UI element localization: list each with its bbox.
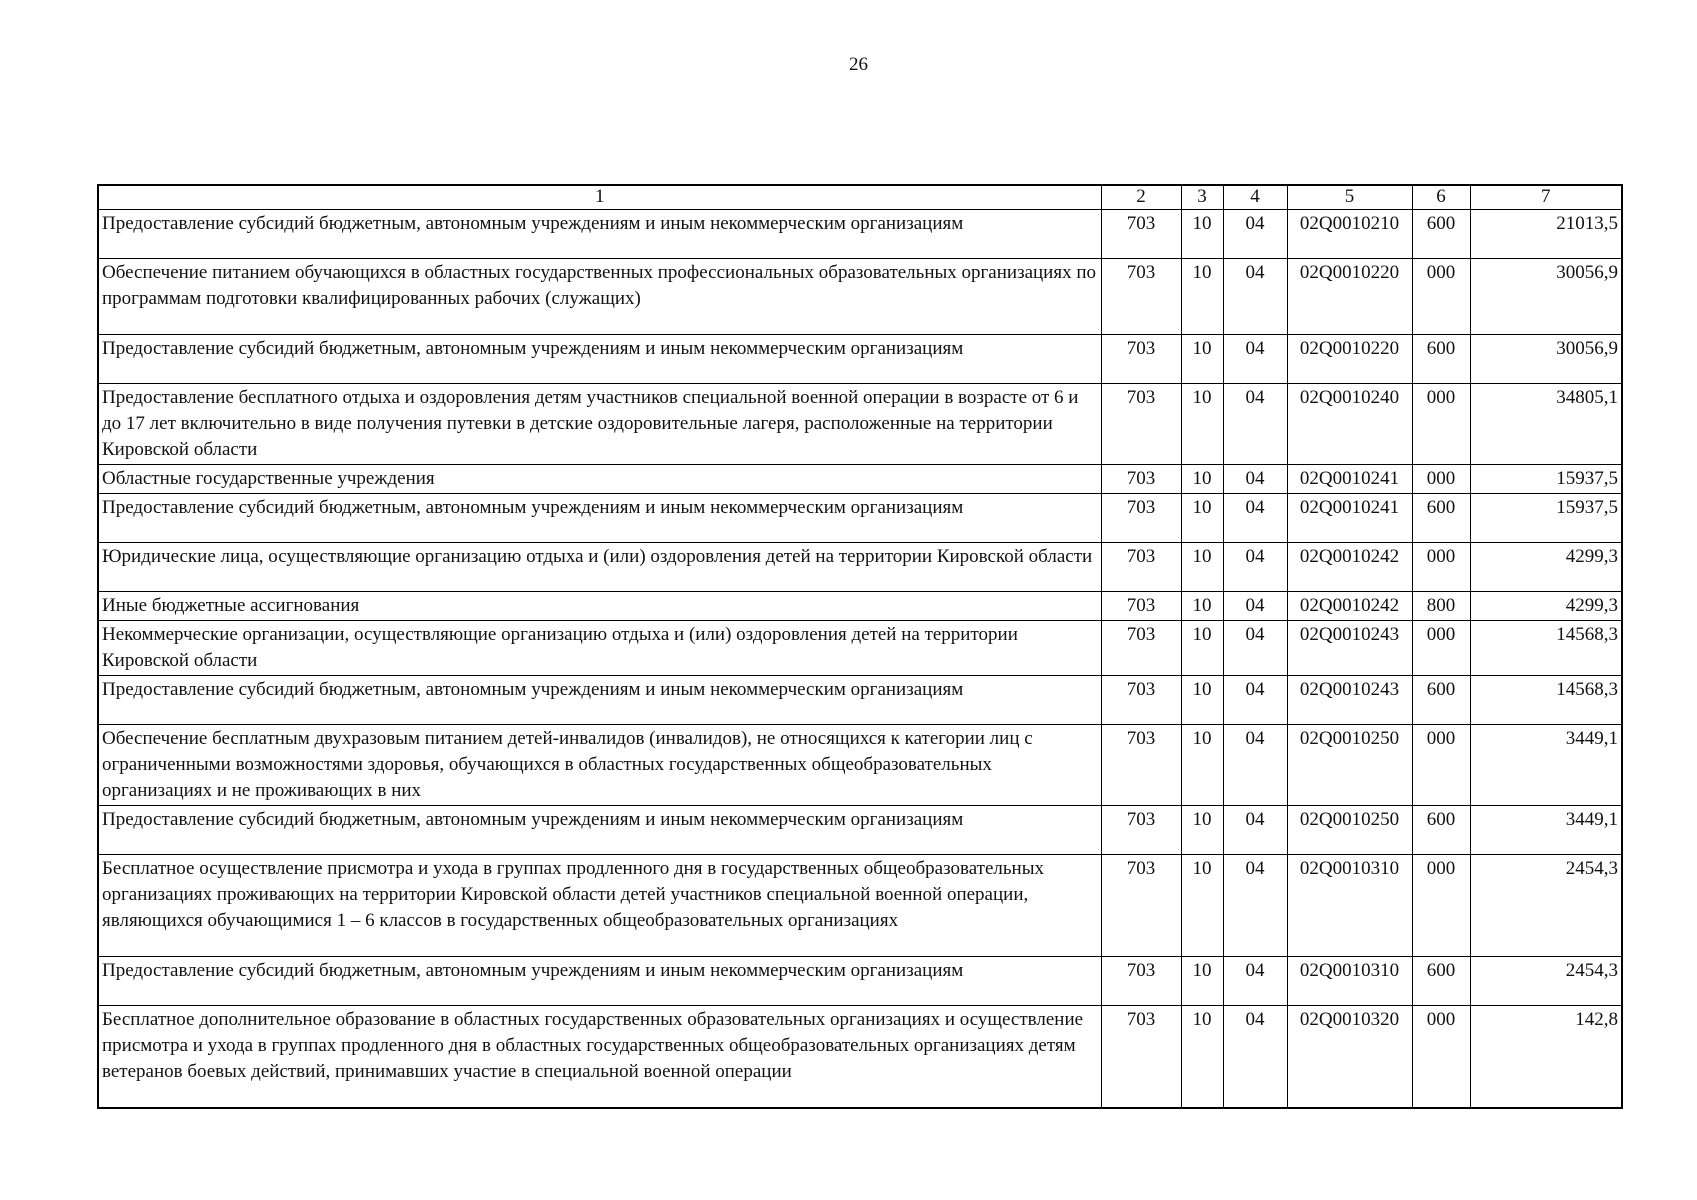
row-code: 10 [1181,210,1223,259]
row-code: 800 [1412,592,1470,621]
row-code: 10 [1181,725,1223,806]
row-amount: 142,8 [1470,1006,1622,1108]
row-amount: 15937,5 [1470,465,1622,494]
row-code: 04 [1223,259,1287,335]
row-code: 000 [1412,1006,1470,1108]
column-header: 7 [1470,185,1622,210]
row-code: 10 [1181,676,1223,725]
column-number-header [98,185,1622,210]
row-description: Обеспечение питанием обучающихся в областных государственных профессиональных образовательных организациях по программам подготовки квалифицированных рабочих (служащих) [98,259,1101,335]
row-code: 000 [1412,725,1470,806]
row-amount: 15937,5 [1470,494,1622,543]
row-amount: 34805,1 [1470,384,1622,465]
row-code: 10 [1181,592,1223,621]
table-row [98,676,1622,725]
table-row [98,725,1622,806]
row-code: 600 [1412,676,1470,725]
row-description: Предоставление бесплатного отдыха и оздоровления детям участников специальной военной операции в возрасте от 6 и до 17 лет включительно в виде получения путевки в детские оздоровительные лагеря, расположенные на территории Кировской области [98,384,1101,465]
table-row [98,210,1622,259]
row-code: 04 [1223,855,1287,957]
row-code: 703 [1101,676,1181,725]
row-code: 04 [1223,806,1287,855]
row-code: 600 [1412,335,1470,384]
row-code: 04 [1223,621,1287,676]
row-description: Иные бюджетные ассигнования [98,592,1101,621]
column-header: 3 [1181,185,1223,210]
row-amount: 30056,9 [1470,335,1622,384]
table-row [98,855,1622,957]
row-code: 02Q0010243 [1287,621,1412,676]
row-code: 02Q0010210 [1287,210,1412,259]
row-code: 10 [1181,259,1223,335]
row-code: 703 [1101,384,1181,465]
row-code: 10 [1181,465,1223,494]
column-header: 6 [1412,185,1470,210]
row-code: 02Q0010320 [1287,1006,1412,1108]
row-code: 04 [1223,494,1287,543]
page-number: 26 [849,54,868,75]
table-row [98,494,1622,543]
row-code: 02Q0010240 [1287,384,1412,465]
row-description: Предоставление субсидий бюджетным, автономным учреждениям и иным некоммерческим организациям [98,210,1101,259]
table-row [98,465,1622,494]
table-row [98,259,1622,335]
table-row [98,384,1622,465]
row-description: Бесплатное осуществление присмотра и ухода в группах продленного дня в государственных общеобразовательных организациях проживающих на территории Кировской области детей участников специальной военной операции, являющихся обучающимися 1 – 6 классов в государственных общеобразовательных организациях [98,855,1101,957]
row-code: 02Q0010220 [1287,259,1412,335]
row-amount: 3449,1 [1470,725,1622,806]
table-row [98,621,1622,676]
row-code: 04 [1223,384,1287,465]
column-header: 5 [1287,185,1412,210]
row-code: 04 [1223,210,1287,259]
row-code: 703 [1101,494,1181,543]
table-row [98,543,1622,592]
row-description: Предоставление субсидий бюджетным, автономным учреждениям и иным некоммерческим организациям [98,676,1101,725]
row-code: 703 [1101,1006,1181,1108]
column-header: 1 [98,185,1101,210]
row-amount: 2454,3 [1470,855,1622,957]
row-code: 02Q0010250 [1287,806,1412,855]
row-code: 600 [1412,210,1470,259]
row-code: 04 [1223,957,1287,1006]
table-row [98,806,1622,855]
row-code: 10 [1181,335,1223,384]
row-description: Предоставление субсидий бюджетным, автономным учреждениям и иным некоммерческим организациям [98,335,1101,384]
row-amount: 14568,3 [1470,676,1622,725]
row-amount: 3449,1 [1470,806,1622,855]
row-code: 10 [1181,1006,1223,1108]
row-code: 04 [1223,592,1287,621]
row-code: 703 [1101,210,1181,259]
row-code: 04 [1223,543,1287,592]
row-code: 02Q0010241 [1287,494,1412,543]
row-code: 600 [1412,494,1470,543]
row-code: 000 [1412,855,1470,957]
row-code: 04 [1223,725,1287,806]
row-code: 10 [1181,621,1223,676]
row-code: 04 [1223,676,1287,725]
row-code: 02Q0010310 [1287,855,1412,957]
row-code: 10 [1181,543,1223,592]
row-description: Областные государственные учреждения [98,465,1101,494]
row-description: Предоставление субсидий бюджетным, автономным учреждениям и иным некоммерческим организациям [98,957,1101,1006]
table-row [98,1006,1622,1108]
row-amount: 2454,3 [1470,957,1622,1006]
row-code: 000 [1412,384,1470,465]
row-amount: 4299,3 [1470,543,1622,592]
row-code: 02Q0010242 [1287,592,1412,621]
row-code: 000 [1412,621,1470,676]
row-code: 000 [1412,465,1470,494]
row-code: 02Q0010243 [1287,676,1412,725]
row-code: 04 [1223,335,1287,384]
row-amount: 14568,3 [1470,621,1622,676]
row-code: 703 [1101,543,1181,592]
row-code: 04 [1223,1006,1287,1108]
row-code: 703 [1101,806,1181,855]
row-amount: 21013,5 [1470,210,1622,259]
row-code: 02Q0010242 [1287,543,1412,592]
row-code: 703 [1101,621,1181,676]
row-code: 10 [1181,855,1223,957]
row-code: 02Q0010250 [1287,725,1412,806]
row-code: 703 [1101,335,1181,384]
row-code: 000 [1412,259,1470,335]
column-header: 2 [1101,185,1181,210]
column-header: 4 [1223,185,1287,210]
table-row [98,335,1622,384]
row-code: 703 [1101,592,1181,621]
row-code: 600 [1412,957,1470,1006]
row-code: 02Q0010310 [1287,957,1412,1006]
budget-table [97,184,1623,1109]
row-code: 000 [1412,543,1470,592]
row-description: Юридические лица, осуществляющие организацию отдыха и (или) оздоровления детей на территории Кировской области [98,543,1101,592]
row-code: 703 [1101,259,1181,335]
row-code: 10 [1181,806,1223,855]
table-row [98,957,1622,1006]
row-description: Некоммерческие организации, осуществляющие организацию отдыха и (или) оздоровления детей на территории Кировской области [98,621,1101,676]
row-description: Бесплатное дополнительное образование в областных государственных образовательных организациях и осуществление присмотра и ухода в группах продленного дня в областных государственных общеобразовательных организациях детям ветеранов боевых действий, принимавших участие в специальной военной операции [98,1006,1101,1108]
table-row [98,592,1622,621]
row-description: Обеспечение бесплатным двухразовым питанием детей-инвалидов (инвалидов), не относящихся к категории лиц с ограниченными возможностями здоровья, обучающихся в областных государственных общеобразовательных организациях и не проживающих в них [98,725,1101,806]
row-amount: 4299,3 [1470,592,1622,621]
row-description: Предоставление субсидий бюджетным, автономным учреждениям и иным некоммерческим организациям [98,806,1101,855]
row-code: 10 [1181,384,1223,465]
row-code: 02Q0010220 [1287,335,1412,384]
row-code: 600 [1412,806,1470,855]
row-code: 10 [1181,957,1223,1006]
row-code: 703 [1101,465,1181,494]
row-description: Предоставление субсидий бюджетным, автономным учреждениям и иным некоммерческим организациям [98,494,1101,543]
row-amount: 30056,9 [1470,259,1622,335]
row-code: 10 [1181,494,1223,543]
row-code: 703 [1101,855,1181,957]
row-code: 02Q0010241 [1287,465,1412,494]
row-code: 703 [1101,725,1181,806]
row-code: 703 [1101,957,1181,1006]
row-code: 04 [1223,465,1287,494]
